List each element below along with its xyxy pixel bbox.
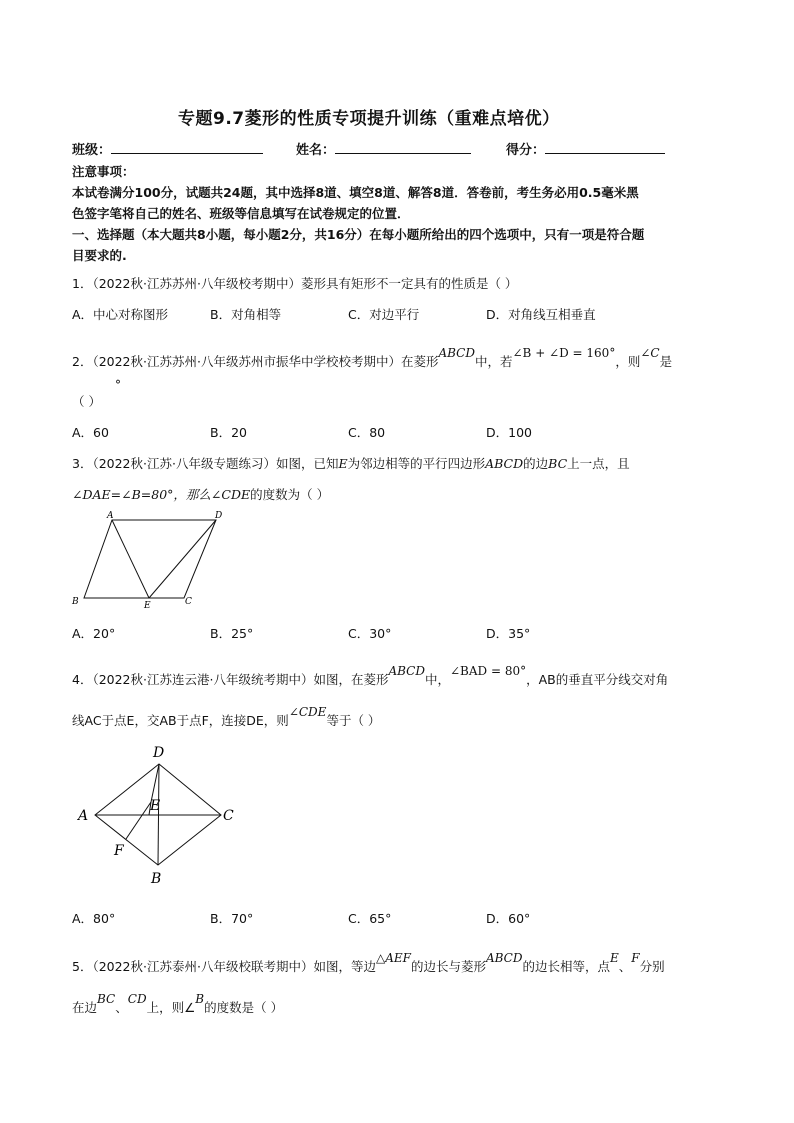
- q3-label-d: D: [215, 511, 223, 521]
- q4-label-d: D: [153, 745, 165, 761]
- score-field: [506, 139, 665, 158]
- q2-degree: °: [115, 378, 121, 392]
- q3-option-b[interactable]: B．25°: [210, 626, 254, 641]
- class-field: [72, 139, 263, 158]
- q5-b: B: [195, 992, 205, 1006]
- q5-e: E: [610, 951, 619, 965]
- q5-line1-a: 5．（2022秋·江苏泰州·八年级校联考期中）如图，等边: [72, 959, 376, 974]
- q5-abcd: ABCD: [485, 951, 523, 965]
- q2-option-d[interactable]: D．100: [486, 425, 532, 440]
- q4-line1-b: 中，: [424, 672, 450, 687]
- q4-line-2: [72, 705, 381, 729]
- q4-label-e: E: [150, 798, 161, 814]
- q5-line2-a: 在边: [72, 1000, 98, 1015]
- q5-line-1: [72, 951, 665, 975]
- q5-aef: △AEF: [375, 951, 411, 965]
- q3-e: E: [338, 456, 348, 471]
- q2-option-c[interactable]: C．80: [348, 425, 386, 440]
- name-field: [296, 139, 471, 158]
- notice-heading: 注意事项：: [72, 164, 135, 179]
- q4-figure: [74, 740, 244, 890]
- q2-expr: ∠B + ∠D = 160°: [512, 346, 616, 360]
- q3-figure: [68, 508, 238, 610]
- notice-line-1: 本试卷满分100分，试题共24题，其中选择8道、填空8道、解答8道．答卷前，考生务必用0.5毫米黑: [72, 185, 639, 200]
- q5-line1-c: 的边长相等，点: [522, 959, 610, 974]
- q1-option-d[interactable]: D．对角线互相垂直: [486, 307, 596, 322]
- q4-option-d[interactable]: D．60°: [486, 911, 531, 926]
- score-blank[interactable]: [545, 141, 665, 154]
- q3-line1-a: 3．（2022秋·江苏·八年级专题练习）如图，已知: [72, 456, 339, 471]
- q3-line1-d: 上一点，且: [567, 456, 630, 471]
- q2-stem-b: 中，若: [474, 354, 513, 369]
- q3-line2-b: 的度数为（ ）: [250, 487, 330, 502]
- notice-line-2: 色签字笔将自己的姓名、班级等信息填写在试卷规定的位置．: [72, 206, 410, 221]
- q5-line2-c: 的度数是（ ）: [204, 1000, 284, 1015]
- q4-bad: ∠BAD = 80°: [450, 664, 527, 678]
- q2-paren: （ ）: [72, 394, 101, 409]
- q5-sep: 、: [618, 959, 632, 974]
- q1-option-b[interactable]: B．对角相等: [210, 307, 282, 322]
- q3-label-a: A: [107, 511, 114, 521]
- q4-line-1: [72, 664, 669, 688]
- q3-line-2: [72, 485, 329, 503]
- q4-label-a: A: [78, 808, 89, 824]
- q5-sep2: 、: [115, 1000, 128, 1015]
- q4-line2-b: 等于（ ）: [326, 713, 381, 728]
- q3-label-e: E: [144, 601, 151, 610]
- q2-option-a[interactable]: A．60: [72, 425, 109, 440]
- q3-option-a[interactable]: A．20°: [72, 626, 116, 641]
- section-heading-line-1: 一、选择题（本大题共8小题，每小题2分，共16分）在每小题所给出的四个选项中，只有一项是符合题: [72, 227, 645, 242]
- q2-option-b[interactable]: B．20: [210, 425, 247, 440]
- section-heading-line-2: 目要求的.: [72, 248, 127, 263]
- q4-line1-a: 4．（2022秋·江苏连云港·八年级统考期中）如图，在菱形: [72, 672, 389, 687]
- q3-bc: BC: [548, 456, 568, 471]
- q4-label-c: C: [223, 808, 234, 824]
- q4-option-b[interactable]: B．70°: [210, 911, 254, 926]
- q5-bc: BC: [97, 992, 116, 1006]
- q3-option-d[interactable]: D．35°: [486, 626, 531, 641]
- q3-segment-ae: [112, 520, 149, 598]
- page-title: 专题9.7菱形的性质专项提升训练（重难点培优）: [178, 109, 560, 129]
- q4-option-a[interactable]: A．80°: [72, 911, 116, 926]
- q1-option-a[interactable]: A．中心对称图形: [72, 307, 169, 322]
- q5-line1-d: 分别: [639, 959, 665, 974]
- q4-label-f: F: [114, 843, 124, 859]
- q1-stem: 1．（2022秋·江苏苏州·八年级校考期中）菱形具有矩形不一定具有的性质是（ ）: [72, 276, 518, 291]
- q5-cd: CD: [127, 992, 147, 1006]
- q2-angle-c: ∠C: [640, 346, 660, 360]
- q3-option-c[interactable]: C．30°: [348, 626, 392, 641]
- q5-line2-b: 上，则∠: [146, 1000, 196, 1015]
- q2-abcd: ABCD: [438, 346, 475, 360]
- q4-line1-c: ，AB的垂直平分线交对角: [526, 672, 669, 687]
- class-blank[interactable]: [111, 141, 263, 154]
- q2-stem-c: ，则: [615, 354, 641, 369]
- name-blank[interactable]: [335, 141, 471, 154]
- q4-label-b: B: [151, 871, 162, 887]
- q3-abcd: ABCD: [485, 456, 524, 471]
- q5-line-2: [72, 992, 284, 1016]
- q3-segment-de: [149, 520, 216, 598]
- q4-abcd: ABCD: [388, 664, 425, 678]
- q3-parallelogram: [84, 520, 216, 598]
- q2-stem-d: 是: [659, 354, 673, 369]
- q2-stem: [72, 346, 673, 370]
- q3-line2-a: ∠DAE=∠B=80°，那么∠CDE: [72, 487, 251, 502]
- q5-f: F: [631, 951, 640, 965]
- q3-line1-b: 为邻边相等的平行四边形: [347, 456, 486, 471]
- q4-perpendicular-bisector: [126, 802, 151, 839]
- q3-label-c: C: [185, 597, 192, 607]
- q3-line-1: [72, 454, 630, 472]
- q2-stem-a: 2．（2022秋·江苏苏州·八年级苏州市振华中学校校考期中）在菱形: [72, 354, 439, 369]
- q3-line1-c: 的边: [523, 456, 549, 471]
- name-label: 姓名：: [296, 143, 336, 158]
- q3-label-b: B: [72, 597, 79, 607]
- q4-option-c[interactable]: C．65°: [348, 911, 392, 926]
- q1-option-c[interactable]: C．对边平行: [348, 307, 420, 322]
- score-label: 得分：: [506, 143, 546, 158]
- q5-line1-b: 的边长与菱形: [410, 959, 486, 974]
- q4-diagonal-bd: [158, 764, 159, 865]
- class-label: 班级：: [72, 143, 112, 158]
- q4-cde: ∠CDE: [288, 705, 327, 719]
- q4-line2-a: 线AC于点E，交AB于点F，连接DE，则: [72, 713, 289, 728]
